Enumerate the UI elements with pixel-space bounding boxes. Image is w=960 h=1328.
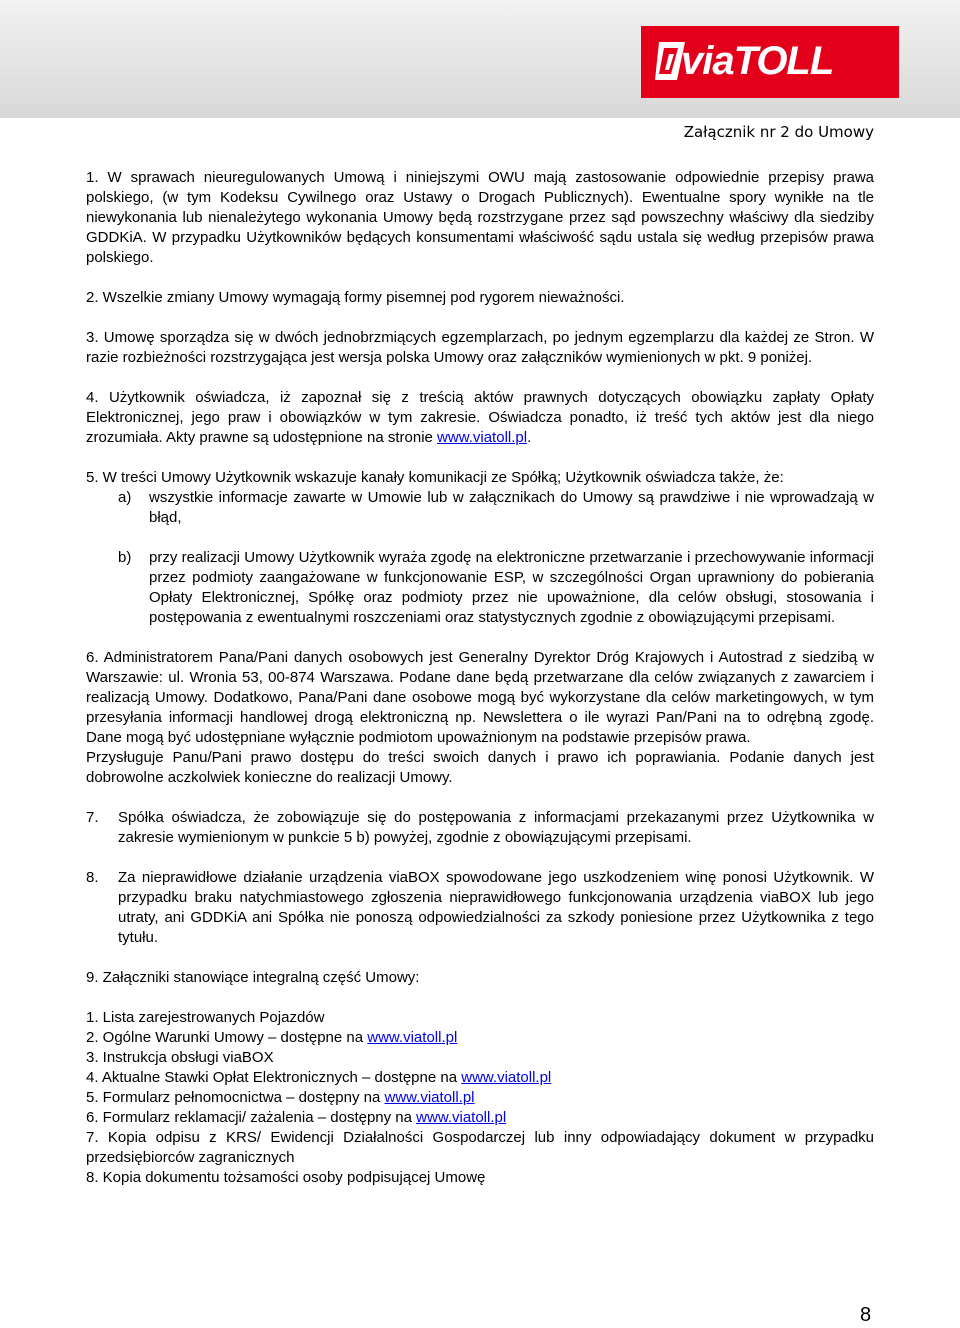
section-6-paragraph-2: Przysługuje Panu/Pani prawo dostępu do treści swoich danych i prawo ich poprawiania. Podanie danych jest dobrowolne aczkolwiek konieczne do realizacji Umowy.	[86, 749, 874, 786]
list-item: 7. Kopia odpisu z KRS/ Ewidencji Działalności Gospodarczej lub inny odpowiadający dokument w przypadku przedsiębiorców zagranicznych	[86, 1129, 874, 1166]
section-4	[86, 388, 874, 448]
viatoll-link[interactable]: www.viatoll.pl	[461, 1069, 552, 1086]
section-4-text: 4. Użytkownik oświadcza, iż zapoznał się z treścią aktów prawnych dotyczących obowiązku zapłaty Opłaty Elektronicznej, jego praw i obowiązków w tym zakresie. Oświadcza ponadto, iż treść tych aktów jest dla niego zrozumiała. Akty prawne są udostępnione na stronie	[86, 389, 874, 446]
viatoll-logo	[641, 26, 899, 98]
page-number: 8	[860, 1304, 872, 1326]
list-item: 6. Formularz reklamacji/ zażalenia – dostępny na www.viatoll.pl	[86, 1109, 507, 1126]
item-a-label: a)	[118, 489, 132, 506]
section-2: 2. Wszelkie zmiany Umowy wymagają formy pisemnej pod rygorem nieważności.	[86, 289, 625, 306]
viatoll-link[interactable]: www.viatoll.pl	[384, 1089, 475, 1106]
section-4-end: .	[527, 429, 532, 446]
section-5-item-b	[86, 548, 874, 628]
section-3: 3. Umowę sporządza się w dwóch jednobrzmiących egzemplarzach, po jednym egzemplarzu dla każdej ze Stron. W razie rozbieżności rozstrzygająca jest wersja polska Umowy oraz załączników wymienionych w pkt. 9 poniżej.	[86, 329, 874, 366]
section-7-text: Spółka oświadcza, że zobowiązuje się do postępowania z informacjami przekazanymi przez Użytkownika w zakresie wymienionym w punkcie 5 b) powyżej, zgodnie z obowiązującymi przepisami.	[118, 809, 874, 846]
section-7-label: 7.	[86, 809, 99, 826]
section-1: 1. W sprawach nieuregulowanych Umową i niniejszymi OWU mają zastosowanie odpowiednie przepisy prawa polskiego, (w tym Kodeksu Cywilnego oraz Ustawy o Drogach Publicznych). Ewentualne spory wynikłe na tle niewykonania lub nienależytego wykonania Umowy będą rozstrzygane przez sąd powszechny właściwy dla siedziby GDDKiA. W przypadku Użytkowników będących konsumentami właściwość sądu ustala się według przepisów prawa polskiego.	[86, 169, 874, 266]
logo-text: viaTOLL	[681, 39, 834, 83]
list-item: 1. Lista zarejestrowanych Pojazdów	[86, 1009, 325, 1026]
attachment-label: Załącznik nr 2 do Umowy	[683, 123, 874, 141]
list-item: 8. Kopia dokumentu tożsamości osoby podpisującej Umowę	[86, 1169, 486, 1186]
section-8	[86, 868, 874, 948]
list-item: 4. Aktualne Stawki Opłat Elektronicznych – dostępne na www.viatoll.pl	[86, 1069, 552, 1086]
viatoll-link[interactable]: www.viatoll.pl	[437, 429, 528, 446]
section-8-label: 8.	[86, 869, 99, 886]
section-5-intro: 5. W treści Umowy Użytkownik wskazuje kanały komunikacji ze Spółką; Użytkownik oświadcza także, że:	[86, 469, 784, 486]
item-b-label: b)	[118, 549, 132, 566]
attachments-list	[86, 1008, 874, 1188]
viatoll-link[interactable]: www.viatoll.pl	[416, 1109, 507, 1126]
section-5-item-a	[86, 488, 874, 528]
section-9: 9. Załączniki stanowiące integralną część Umowy:	[86, 969, 420, 986]
list-item: 3. Instrukcja obsługi viaBOX	[86, 1049, 274, 1066]
item-b-text: przy realizacji Umowy Użytkownik wyraża zgodę na elektroniczne przetwarzanie i przechowywanie informacji przez podmioty zaangażowane w funkcjonowanie ESP, w szczególności Organ uprawniony do pobierania Opłaty Elektronicznej, Spółkę oraz podmioty przez nie upoważnione, dla celów obsługi, stosowania i postępowania z ewentualnymi roszczeniami oraz statystycznych zgodnie z obowiązującymi przepisami.	[149, 549, 874, 626]
list-item: 5. Formularz pełnomocnictwa – dostępny na www.viatoll.pl	[86, 1089, 475, 1106]
viatoll-link[interactable]: www.viatoll.pl	[367, 1029, 458, 1046]
document-body	[86, 168, 874, 1188]
section-6-paragraph-1: 6. Administratorem Pana/Pani danych osobowych jest Generalny Dyrektor Dróg Krajowych i Autostrad z siedzibą w Warszawie: ul. Wronia 53, 00-874 Warszawa. Podane dane będą przetwarzane dla celów związanych z zawarciem i realizacją Umowy. Dodatkowo, Pana/Pani dane osobowe mogą być wykorzystane dla celów marketingowych, w tym przesyłania informacji handlowej drogą elektroniczną np. Newslettera o ile wyrazi Pan/Pani na to odrębną zgodę. Dane mogą być udostępniane wyłącznie podmiotom upoważnionym na podstawie przepisów prawa.	[86, 649, 874, 746]
section-7	[86, 808, 874, 848]
item-a-text: wszystkie informacje zawarte w Umowie lub w załącznikach do Umowy są prawdziwe i nie wprowadzają w błąd,	[149, 489, 874, 526]
section-8-text: Za nieprawidłowe działanie urządzenia viaBOX spowodowane jego uszkodzeniem winę ponosi Użytkownik. W przypadku braku natychmiastowego zgłoszenia nieprawidłowego funkcjonowania urządzenia viaBOX lub jego utraty, ani GDDKiA ani Spółka nie ponoszą odpowiedzialności za szkody poniesione przez Użytkownika z tego tytułu.	[118, 869, 874, 946]
list-item: 2. Ogólne Warunki Umowy – dostępne na www.viatoll.pl	[86, 1029, 458, 1046]
